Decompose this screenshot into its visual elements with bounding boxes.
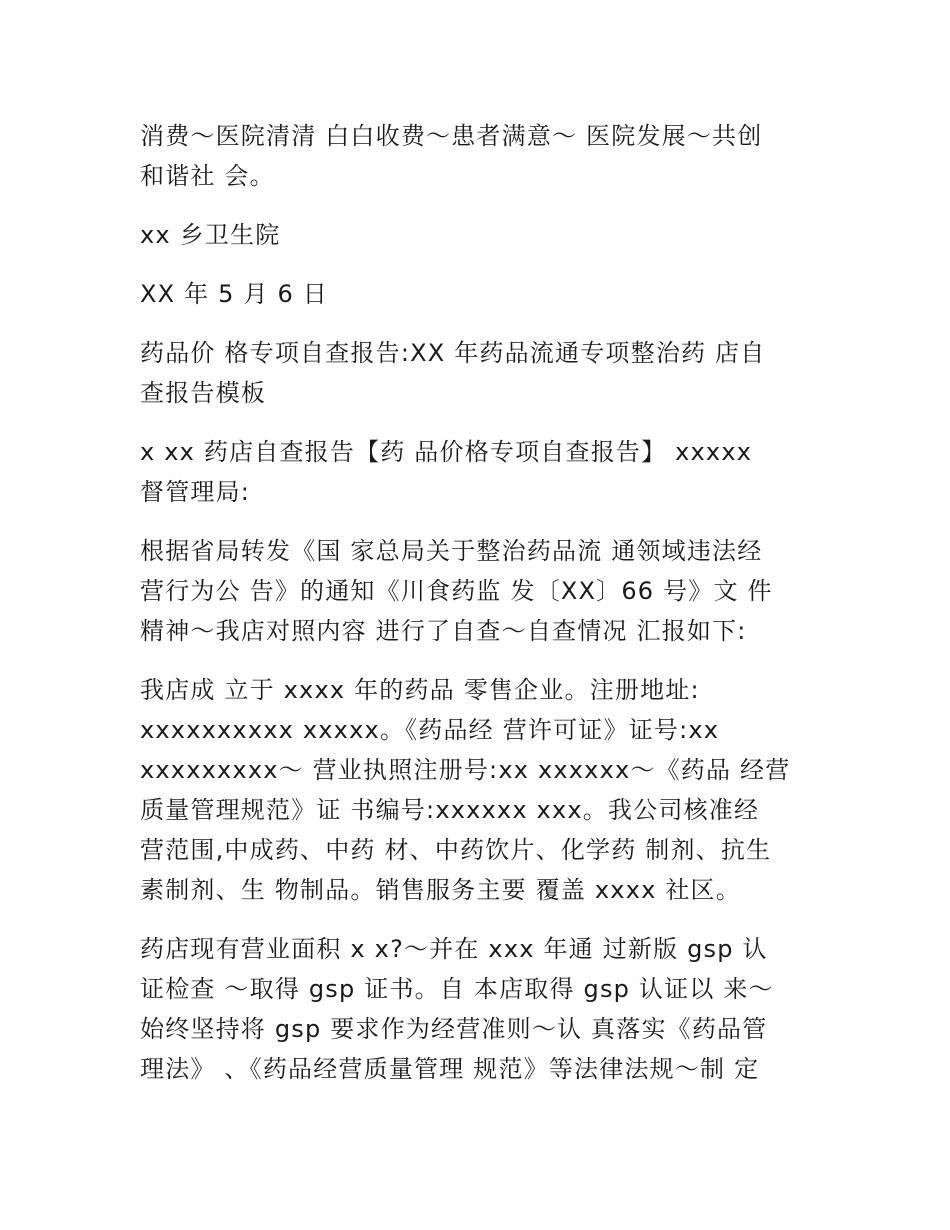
text-line: 药品价 格专项自查报告:XX 年药品流通专项整治药 店自 [140, 339, 766, 367]
text-line: 督管理局: [140, 478, 251, 506]
signature-date [140, 274, 810, 314]
text-line: XX 年 5 月 6 日 [140, 280, 328, 308]
text-line: 营范围,中成药、中药 材、中药饮片、化学药 制剂、抗生 [140, 836, 772, 864]
text-line: 证检查 ～取得 gsp 证书。自 本店取得 gsp 认证以 来～ [140, 975, 774, 1003]
text-line: x xx 药店自查报告【药 品价格专项自查报告】 xxxxx [140, 438, 753, 466]
paragraph-basis [140, 531, 810, 651]
text-line: 根据省局转发《国 家总局关于整治药品流 通领域违法经 [140, 537, 763, 565]
text-line: xxxxxxxxxx xxxxx。《药品经 营许可证》证号:xx [140, 716, 720, 744]
signature-organization [140, 215, 810, 255]
paragraph-gsp [140, 929, 810, 1089]
text-line: 和谐社 会。 [140, 162, 275, 190]
text-line: 查报告模板 [140, 379, 266, 407]
paragraph-store-info [140, 670, 810, 910]
text-line: 我店成 立于 xxxx 年的药品 零售企业。注册地址: [140, 676, 700, 704]
text-line: 质量管理规范》证 书编号:xxxxxx xxx。我公司核准经 [140, 796, 760, 824]
paragraph-intro-closing [140, 116, 810, 196]
text-line: xx 乡卫生院 [140, 221, 281, 249]
section-heading [140, 333, 810, 413]
text-line: 理法》 、《药品经营质量管理 规范》等法律法规～制 定 [140, 1055, 760, 1083]
text-line: 消费～医院清清 白白收费～患者满意～ 医院发展～共创 [140, 122, 763, 150]
text-line: 药店现有营业面积 x x?～并在 xxx 年通 过新版 gsp 认 [140, 935, 768, 963]
text-line: xxxxxxxxx～ 营业执照注册号:xx xxxxxx～《药品 经营 [140, 756, 791, 784]
report-title [140, 432, 810, 512]
text-line: 素制剂、生 物制品。销售服务主要 覆盖 xxxx 社区。 [140, 876, 741, 904]
text-line: 始终坚持将 gsp 要求作为经营准则～认 真落实《药品管 [140, 1015, 768, 1043]
text-line: 精神～我店对照内容 进行了自查～自查情况 汇报如下: [140, 617, 747, 645]
text-line: 营行为公 告》的通知《川食药监 发〔XX〕66 号》文 件 [140, 577, 773, 605]
document-body [140, 116, 810, 1108]
